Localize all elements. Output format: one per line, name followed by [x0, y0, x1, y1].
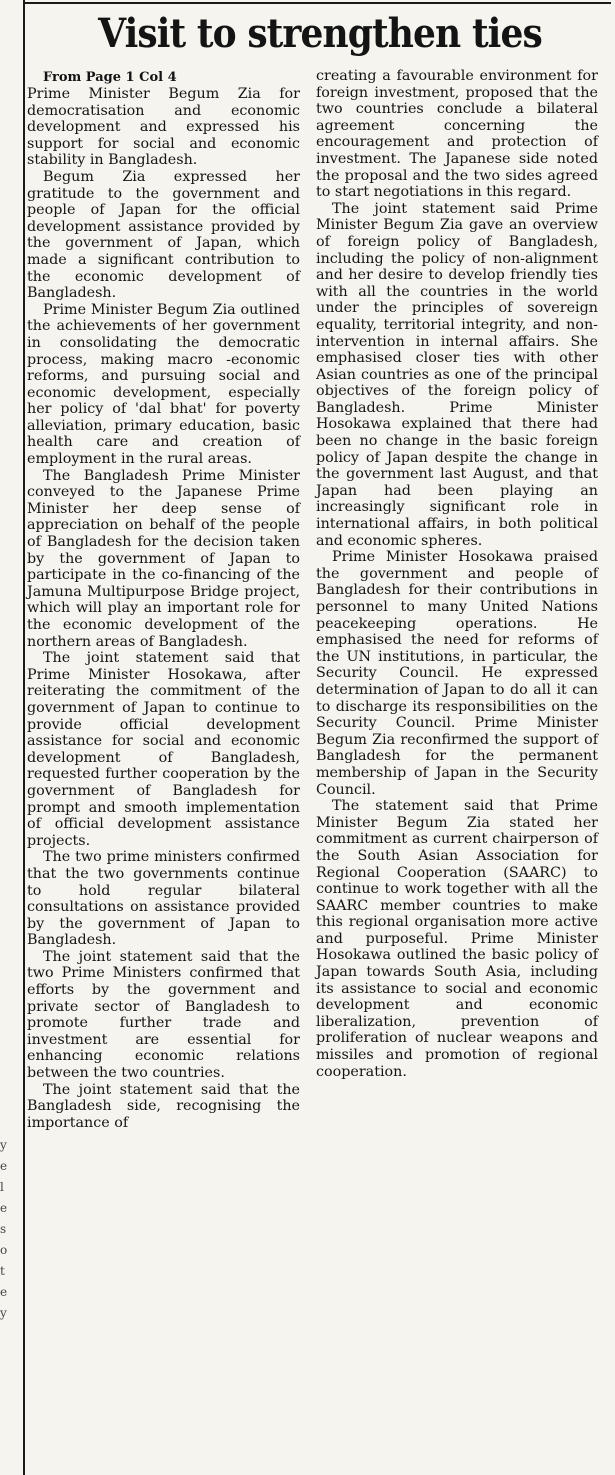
fragment: e: [0, 1159, 8, 1173]
article-headline: Visit to strengthen ties: [98, 10, 542, 57]
paragraph: The joint statement said Prime Minister Begum Zia gave an overview of foreign policy of Bangladesh, including the policy of non-alignment and her desire to develop friendly ties with all the countries in the world under the principles of sovereign equality, territorial integrity, and non-intervention in internal affairs. She emphasised closer ties with other Asian countries as one of the principal objectives of the foreign policy of Bangladesh. Prime Minister Hosokawa explained that there had been no change in the basic foreign policy of Japan despite the change in the government last August, and that Japan had been playing an increasingly significant role in international affairs, in both political and economic spheres.: [316, 200, 598, 549]
article-column-1: [27, 70, 300, 1131]
paragraph: The statement said that Prime Minister Begum Zia stated her commitment as current chairperson of the South Asian Association for Regional Cooperation (SAARC) to continue to work together with all the SAARC member countries to make this regional organisation more active and purposeful. Prime Minister Hosokawa outlined the basic policy of Japan towards South Asia, including its assistance to social and economic development and economic liberalization, prevention of proliferation of nuclear weapons and missiles and promotion of regional cooperation.: [316, 798, 598, 1080]
paragraph: Prime Minister Begum Zia outlined the achievements of her government in consolidating the democratic process, making macro -economic reforms, and pursuing social and economic development, especially her policy of 'dal bhat' for poverty alleviation, primary education, basic health care and creation of employment in the rural areas.: [27, 301, 300, 468]
paragraph: Begum Zia expressed her gratitude to the government and people of Japan for the official development assistance provided by the government of Japan, which made a significant contribution to the economic development of Bangladesh.: [27, 168, 300, 302]
fragment: s: [0, 1222, 7, 1236]
fragment: l: [0, 1180, 4, 1194]
paragraph: creating a favourable environment for foreign investment, proposed that the two countries conclude a bilateral agreement concerning the encouragement and protection of investment. The Japanese side noted the proposal and the two sides agreed to start negotiations in this regard.: [316, 68, 598, 201]
paragraph: Prime Minister Begum Zia for democratisation and economic development and expressed his support for social and economic stability in Bangladesh.: [27, 86, 300, 169]
column-rule: [23, 0, 25, 1475]
fragment: o: [0, 1243, 8, 1257]
paragraph: The two prime ministers confirmed that the two governments continue to hold regular bilateral consultations on assistance provided by the government of Japan to Bangladesh.: [27, 849, 300, 949]
article-column-2: [316, 68, 598, 1080]
adjacent-column-fragments: [0, 1135, 12, 1324]
fragment: y: [0, 1306, 7, 1320]
paragraph: The Bangladesh Prime Minister conveyed to the Japanese Prime Minister her deep sense of appreciation on behalf of the people of Bangladesh for the decision taken by the government of Japan to participate in the co-financing of the Jamuna Multipurpose Bridge project, which will play an important role for the economic development of the northern areas of Bangladesh.: [27, 467, 300, 650]
fragment: t: [0, 1264, 5, 1278]
paragraph: The joint statement said that the two Prime Ministers confirmed that efforts by the government and private sector of Bangladesh to promote further trade and investment are essential for enhancing economic relations between the two countries.: [27, 948, 300, 1082]
paragraph: The joint statement said that the Bangladesh side, recognising the importance of: [27, 1081, 300, 1131]
paragraph: Prime Minister Hosokawa praised the government and people of Bangladesh for their contributions in personnel to many United Nations peacekeeping operations. He emphasised the need for reforms of the UN institutions, in particular, the Security Council. He expressed determination of Japan to do all it can to discharge its responsibilities on the Security Council. Prime Minister Begum Zia reconfirmed the support of Bangladesh for the permanent membership of Japan in the Security Council.: [316, 549, 598, 798]
top-rule: [23, 2, 611, 4]
fragment: e: [0, 1201, 8, 1215]
paragraph: The joint statement said that Prime Minister Hosokawa, after reiterating the commitment of the government of Japan to continue to provide official development assistance for social and economic development of Bangladesh, requested further cooperation by the government of Bangladesh for prompt and smooth implementation of official development assistance projects.: [27, 650, 300, 849]
jump-line: From Page 1 Col 4: [43, 70, 177, 85]
fragment: e: [0, 1285, 8, 1299]
fragment: y: [0, 1138, 7, 1152]
